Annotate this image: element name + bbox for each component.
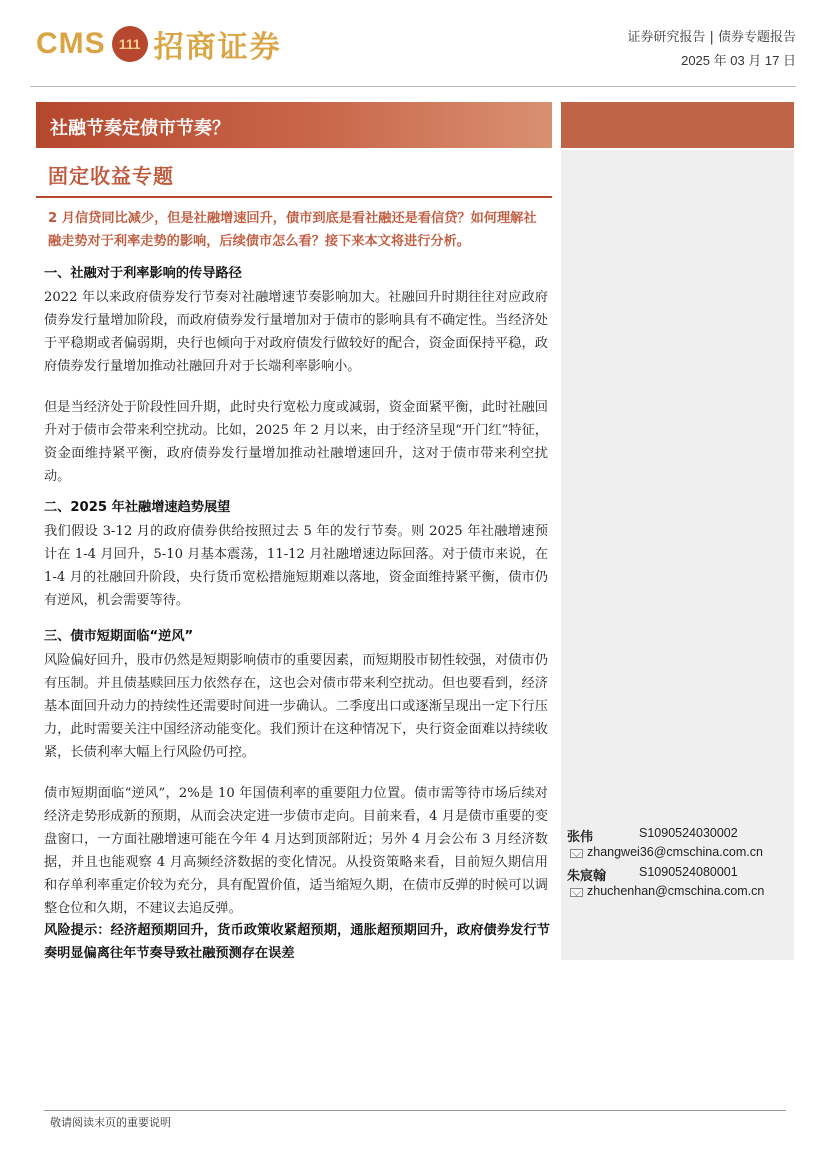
mail-icon: [570, 888, 583, 897]
analyst-cert: S1090524030002: [639, 826, 738, 840]
paragraph: 但是当经济处于阶段性回升期，此时央行宽松力度或减弱，资金面紧平衡，此时社融回升对于债市会带来利空扰动。比如，2025 年 2 月以来，由于经济呈现“开门红”特征，资金面维持紧平衡，政府债券发行量增加推动社融增速回升，这对于债市带来利空扰动。: [44, 400, 548, 484]
footer-divider: [44, 1110, 786, 1111]
paragraph: 我们假设 3-12 月的政府债券供给按照过去 5 年的发行节奏。则 2025 年社融增速预计在 1-4 月回升，5-10 月基本震荡，11-12 月社融增速边际回落。对于债市来说，在 1-4 月的社融回升阶段，央行货币宽松措施短期难以落地，资金面维持紧平衡，债市仍有逆风，机会需要等待。: [44, 524, 548, 608]
section-heading: 三、债市短期面临“逆风”: [44, 629, 194, 644]
company-logo: [36, 22, 282, 66]
summary-text: 2 月信贷同比减少，但是社融增速回升，债市到底是看社融还是看信贷？如何理解社融走势对于利率走势的影响，后续债市怎么看？接下来本文将进行分析。: [48, 211, 537, 249]
section-1: [44, 262, 548, 488]
section-3: [44, 625, 548, 920]
report-date: 2025 年 03 月 17 日: [681, 53, 796, 68]
paragraph: 风险偏好回升，股市仍然是短期影响债市的重要因素，而短期股市韧性较强，对债市仍有压制。并且债基赎回压力依然存在，这也会对债市带来利空扰动。但也要看到，经济基本面回升动力的持续性还需要时间进一步确认。二季度出口或逐渐呈现出一定下行压力，此时需要关注中国经济动能变化。我们预计在这种情况下，央行资金面难以持续收紧，长债利率大幅上行风险仍可控。: [44, 653, 548, 760]
section-heading: 二、2025 年社融增速趋势展望: [44, 500, 231, 515]
paragraph: 2022 年以来政府债券发行节奏对社融增速节奏影响加大。社融回升时期往往对应政府债券发行量增加阶段，而政府债券发行量增加对于债市的影响具有不确定性。当经济处于平稳期或者偏弱期，央行也倾向于对政府债发行做较好的配合，资金面保持平稳，政府债券发行量增加推动社融回升对于长端利率影响小。: [44, 290, 548, 374]
subtitle-divider: [36, 196, 552, 198]
paragraph: 债市短期面临“逆风”，2%是 10 年国债利率的重要阻力位置。债市需等待市场后续对经济走势形成新的预期，从而会决定进一步债市走向。目前来看，4 月是债市重要的变盘窗口，一方面社融增速可能在今年 4 月达到顶部附近；另外 4 月会公布 3 月经济数据，并且也能观察 4 月高频经济数据的变化情况。从投资策略来看，目前短久期信用和存单利率重定价较为充分，具有配置价值，适当缩短久期，在债市反弹的时候可以调整仓位和久期，不建议去追反弹。: [44, 786, 548, 916]
risk-warning: 风险提示：经济超预期回升，货币政策收紧超预期，通胀超预期回升，政府债券发行节奏明显偏离往年节奏导致社融预测存在误差: [44, 923, 550, 961]
analyst-name: 张伟: [567, 830, 594, 845]
logo-mark-icon: 111: [112, 26, 148, 62]
analyst-email[interactable]: zhangwei36@cmschina.com.cn: [587, 845, 763, 859]
analyst-email[interactable]: zhuchenhan@cmschina.com.cn: [587, 884, 765, 898]
report-subtitle: 固定收益专题: [48, 164, 174, 188]
title-banner: [36, 102, 552, 148]
section-heading: 一、社融对于利率影响的传导路径: [44, 266, 242, 281]
header-divider: [30, 86, 796, 87]
footer-note: 敬请阅读末页的重要说明: [50, 1116, 171, 1129]
mail-icon: [570, 849, 583, 858]
analyst-name: 朱宸翰: [567, 869, 607, 884]
report-title: 社融节奏定债市节奏？: [50, 118, 230, 139]
report-type: 证券研究报告 | 债券专题报告: [627, 30, 796, 45]
logo-latin: CMS: [36, 27, 106, 60]
section-2: [44, 496, 548, 612]
page-header: [0, 0, 826, 92]
logo-chinese: 招商证券: [153, 30, 282, 65]
analyst-cert: S1090524080001: [639, 865, 738, 879]
sidebar-banner: [561, 102, 794, 148]
